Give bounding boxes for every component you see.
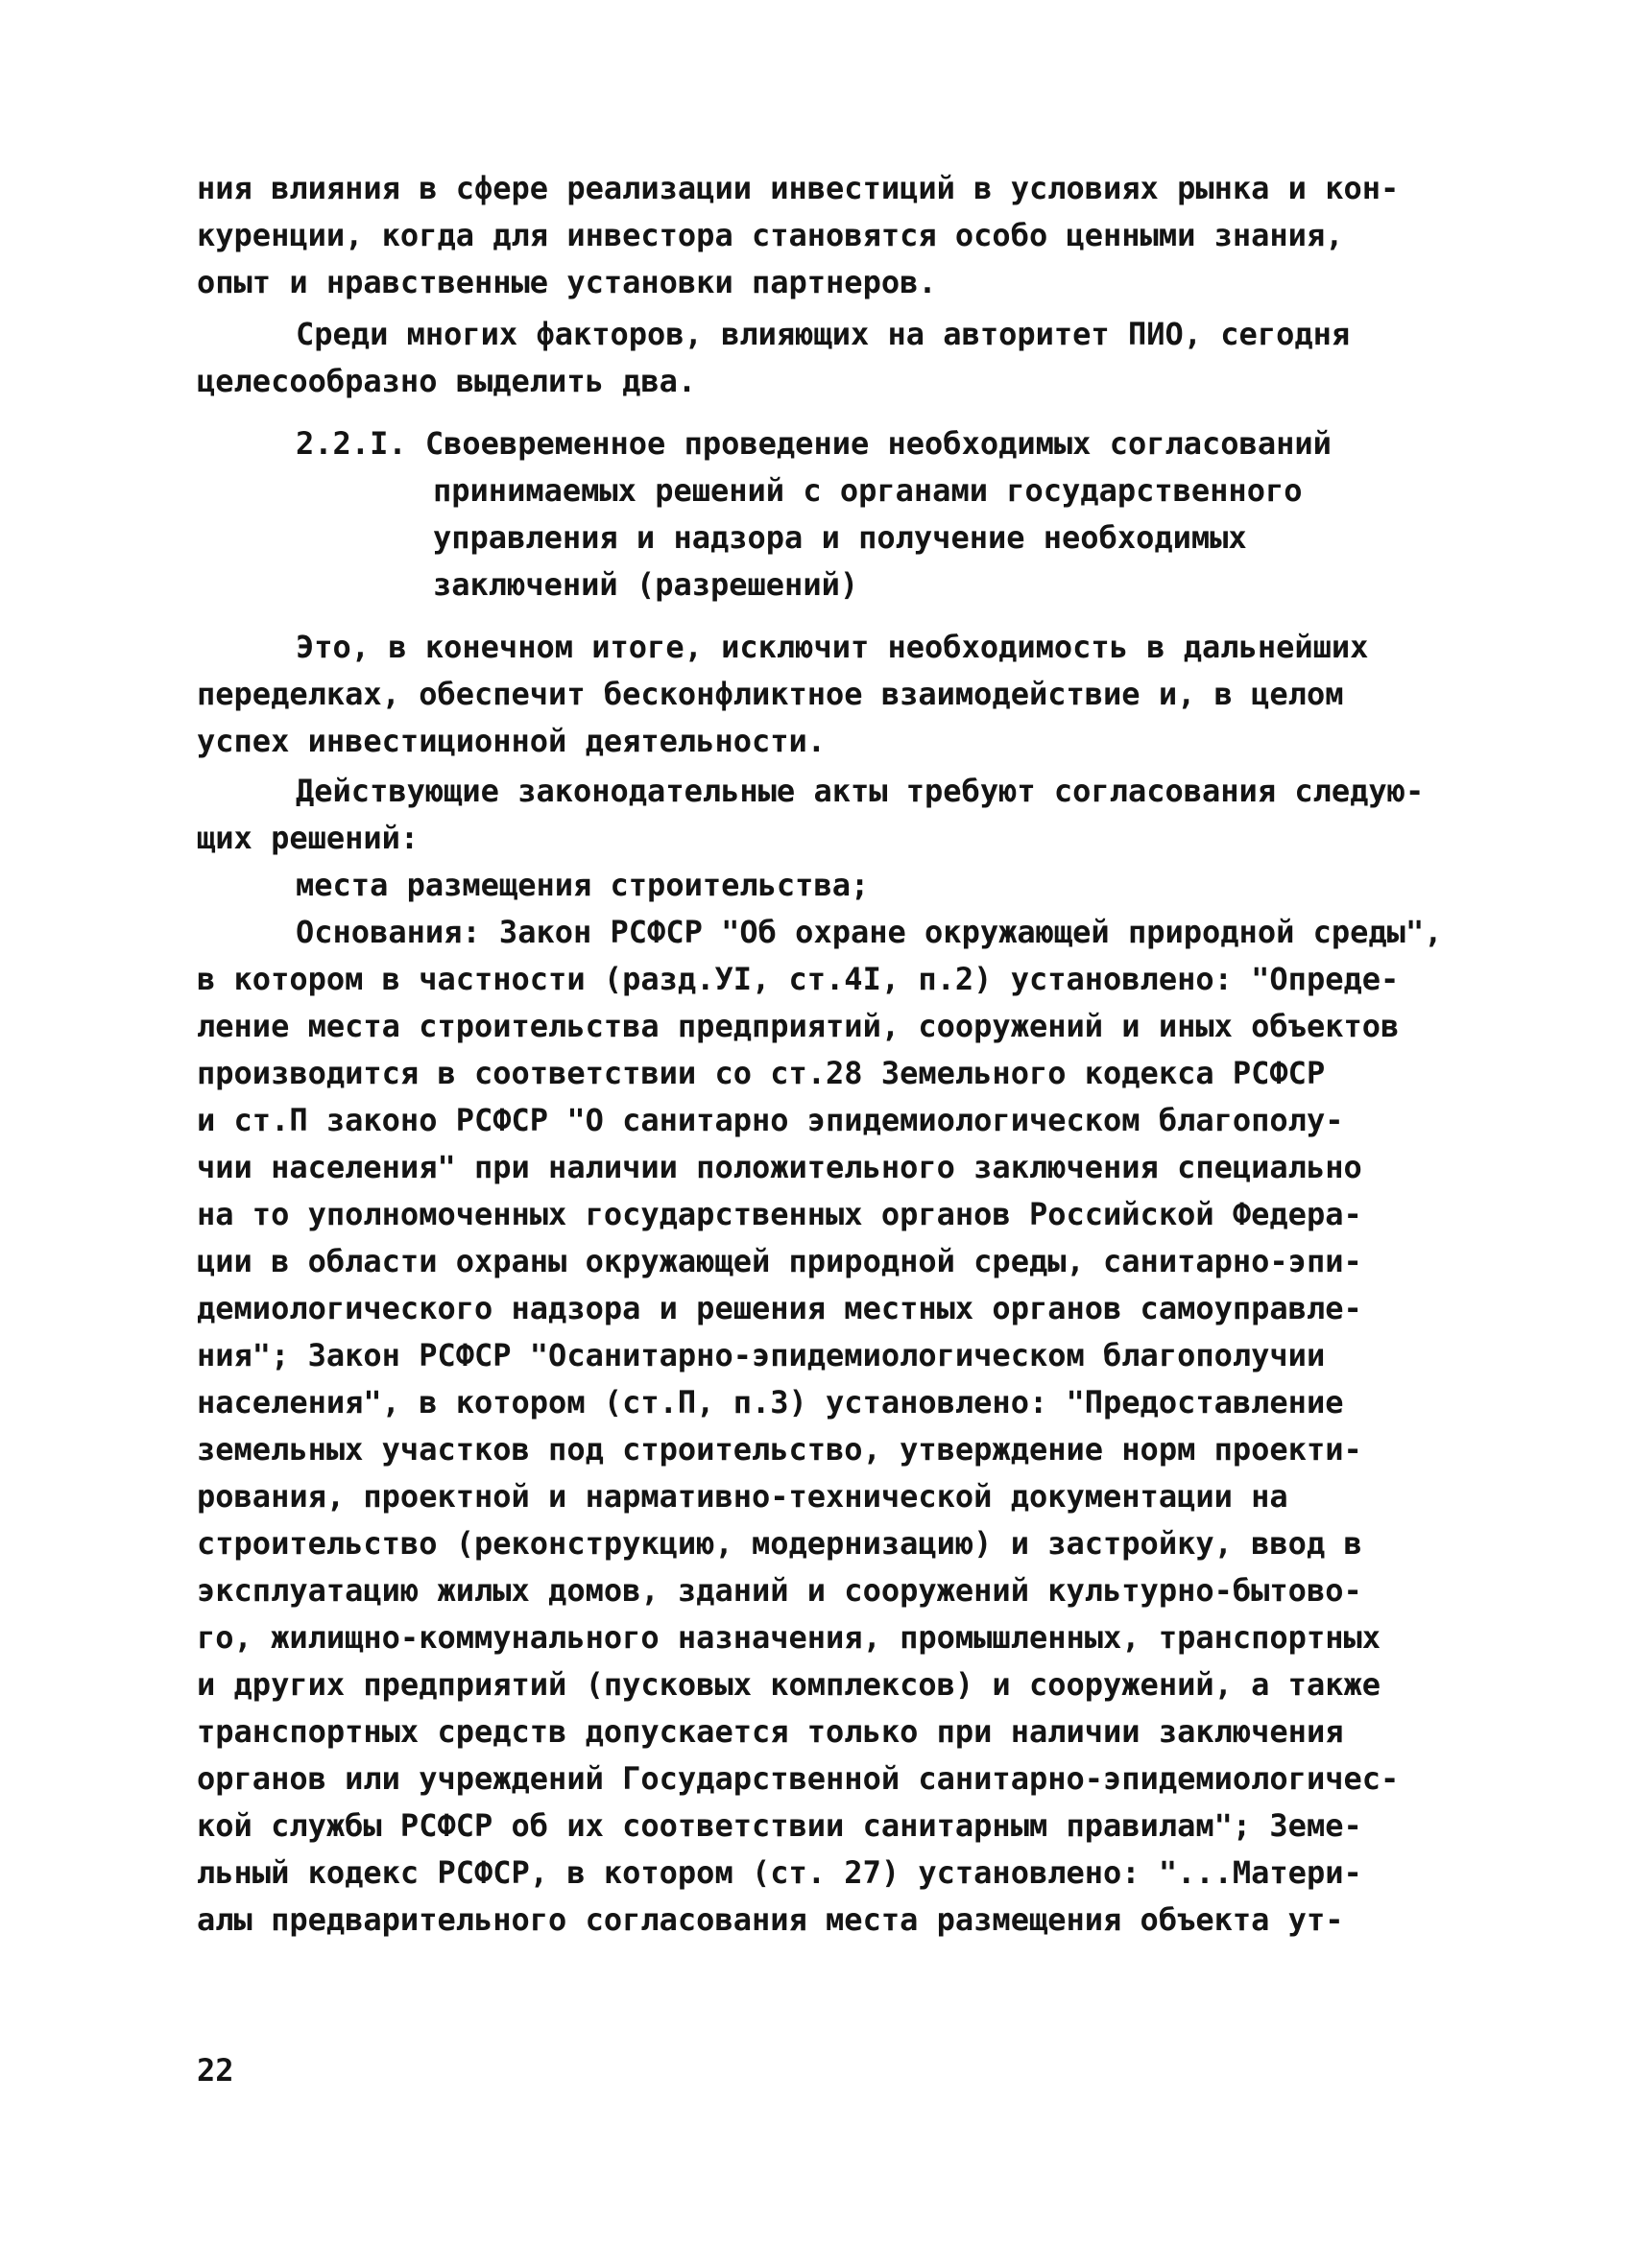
text-line: куренции, когда для инвестора становятся особо ценными знания, [197, 217, 1344, 253]
text-line: целесообразно выделить два. [197, 363, 697, 399]
paragraph-factors [197, 311, 1522, 405]
text-line: демиологического надзора и решения местных органов самоуправле- [197, 1290, 1362, 1326]
text-line: кой службы РСФСР об их соответствии санитарным правилам"; Земе- [197, 1807, 1362, 1844]
text-line: и ст.П законо РСФСР "О санитарно эпидемиологическом благополу- [197, 1102, 1344, 1138]
text-line: льный кодекс РСФСР, в котором (ст. 27) установлено: "...Матери- [197, 1854, 1362, 1891]
text-line: транспортных средств допускается только при наличии заключения [197, 1713, 1344, 1750]
paragraph-result [197, 624, 1522, 765]
text-line: Это, в конечном итоге, исключит необходимость в дальнейших [296, 629, 1369, 665]
section-title-line: заключений (разрешений) [433, 566, 859, 603]
section-number: 2.2.I. [296, 425, 407, 462]
text-line: переделках, обеспечит бесконфликтное взаимодействие и, в целом [197, 676, 1344, 712]
text-line: ции в области охраны окружающей природной среды, санитарно-эпи- [197, 1243, 1362, 1279]
text-line: эксплуатацию жилых домов, зданий и сооружений культурно-бытово- [197, 1572, 1362, 1609]
text-line: рования, проектной и нармативно-технической документации на [197, 1478, 1288, 1515]
paragraph-legislation [197, 768, 1522, 862]
paragraph-grounds [197, 909, 1522, 1944]
paragraph-site [197, 862, 1522, 909]
text-line: населения", в котором (ст.П, п.3) установлено: "Предоставление [197, 1384, 1344, 1420]
text-line: и других предприятий (пусковых комплексов) и сооружений, а также [197, 1666, 1381, 1703]
text-line: на то уполномоченных государственных органов Российской Федера- [197, 1196, 1362, 1232]
section-title-line: управления и надзора и получение необходимых [433, 519, 1247, 556]
text-line: чии населения" при наличии положительного заключения специально [197, 1149, 1362, 1185]
text-line: земельных участков под строительство, утверждение норм проекти- [197, 1431, 1362, 1468]
text-line: Среди многих факторов, влияющих на авторитет ПИО, сегодня [296, 316, 1351, 352]
text-line: ление места строительства предприятий, сооружений и иных объектов [197, 1008, 1400, 1044]
text-line: ния"; Закон РСФСР "Осанитарно-эпидемиологическом благополучии [197, 1337, 1326, 1373]
text-line: строительство (реконструкцию, модернизацию) и застройку, ввод в [197, 1525, 1362, 1562]
text-line: ния влияния в сфере реализации инвестиций в условиях рынка и кон- [197, 170, 1400, 206]
text-line: Действующие законодательные акты требуют согласования следую- [296, 773, 1425, 809]
text-line: органов или учреждений Государственной санитарно-эпидемиологичес- [197, 1760, 1400, 1797]
text-line: производится в соответствии со ст.28 Земельного кодекса РСФСР [197, 1055, 1326, 1091]
text-line: успех инвестиционной деятельности. [197, 723, 827, 759]
text-line: опыт и нравственные установки партнеров. [197, 264, 937, 300]
text-line: щих решений: [197, 820, 420, 856]
paragraph-continuation [197, 165, 1522, 306]
text-line: Основания: Закон РСФСР "Об охране окружающей природной среды", [296, 914, 1443, 950]
section-title-line: принимаемых решений с органами государственного [433, 472, 1303, 509]
page-number: 22 [197, 2052, 234, 2089]
text-line: го, жилищно-коммунального назначения, промышленных, транспортных [197, 1619, 1381, 1656]
text-line: алы предварительного согласования места размещения объекта ут- [197, 1901, 1344, 1938]
text-line: места размещения строительства; [296, 867, 870, 903]
section-item [296, 420, 1448, 609]
text-line: в котором в частности (разд.УI, ст.4I, п.2) установлено: "Опреде- [197, 961, 1400, 997]
section-title-line: Своевременное проведение необходимых согласований [424, 425, 1332, 462]
section-item-first-line [296, 420, 1448, 467]
